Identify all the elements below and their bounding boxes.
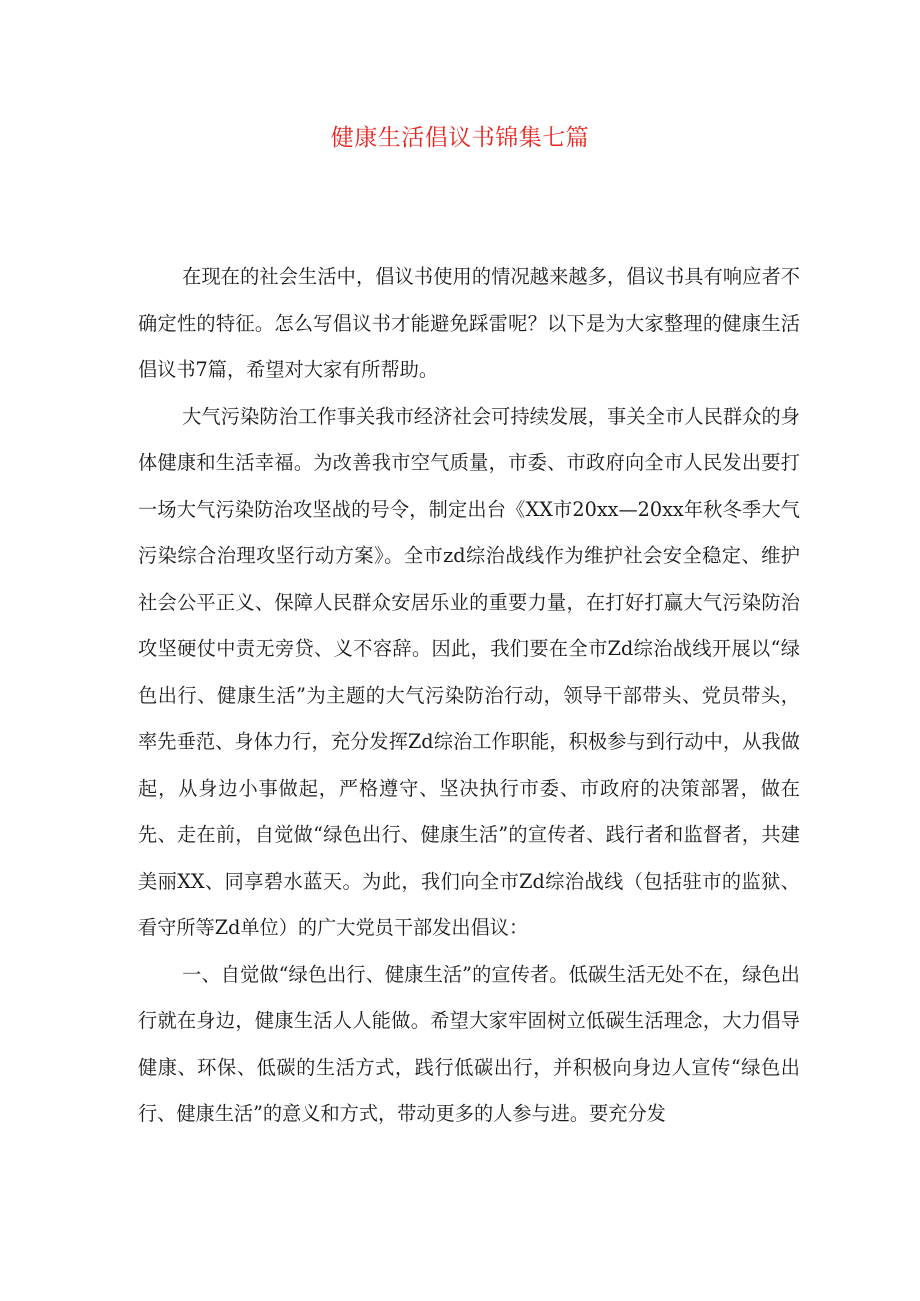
paragraph-air-pollution: 大气污染防治工作事关我市经济社会可持续发展，事关全市人民群众的身体健康和生活幸福。为改善我市空气质量，市委、市政府向全市人民发出要打一场大气污染防治攻坚战的号令，制定出台《XX市20xx—20xx年秋冬季大气污染综合治理攻坚行动方案》。全市zd综治战线作为维护社会安全稳定、维护社会公平正义、保障人民群众安居乐业的重要力量，在打好打赢大气污染防治攻坚硬仗中责无旁贷、义不容辞。因此，我们要在全市Zd综治战线开展以“绿色出行、健康生活”为主题的大气污染防治行动，领导干部带头、党员带头，率先垂范、身体力行，充分发挥Zd综治工作职能，积极参与到行动中，从我做起，从身边小事做起，严格遵守、坚决执行市委、市政府的决策部署，做在先、走在前，自觉做“绿色出行、健康生活”的宣传者、践行者和监督者，共建美丽XX、同享碧水蓝天。为此，我们向全市Zd综治战线（包括驻市的监狱、看守所等Zd单位）的广大党员干部发出倡议： bbox=[138, 404, 800, 939]
paragraph-item-one: 一、自觉做“绿色出行、健康生活”的宣传者。低碳生活无处不在，绿色出行就在身边，健康生活人人能做。希望大家牢固树立低碳生活理念，大力倡导健康、环保、低碳的生活方式，践行低碳出行，并积极向身边人宣传“绿色出行、健康生活”的意义和方式，带动更多的人参与进。要充分发 bbox=[138, 962, 800, 1125]
document-title: 健康生活倡议书锦集七篇 bbox=[330, 125, 590, 151]
document-body bbox=[138, 254, 800, 1138]
paragraph-intro: 在现在的社会生活中，倡议书使用的情况越来越多，倡议书具有响应者不确定性的特征。怎么写倡议书才能避免踩雷呢？以下是为大家整理的健康生活倡议书7篇，希望对大家有所帮助。 bbox=[138, 265, 800, 381]
